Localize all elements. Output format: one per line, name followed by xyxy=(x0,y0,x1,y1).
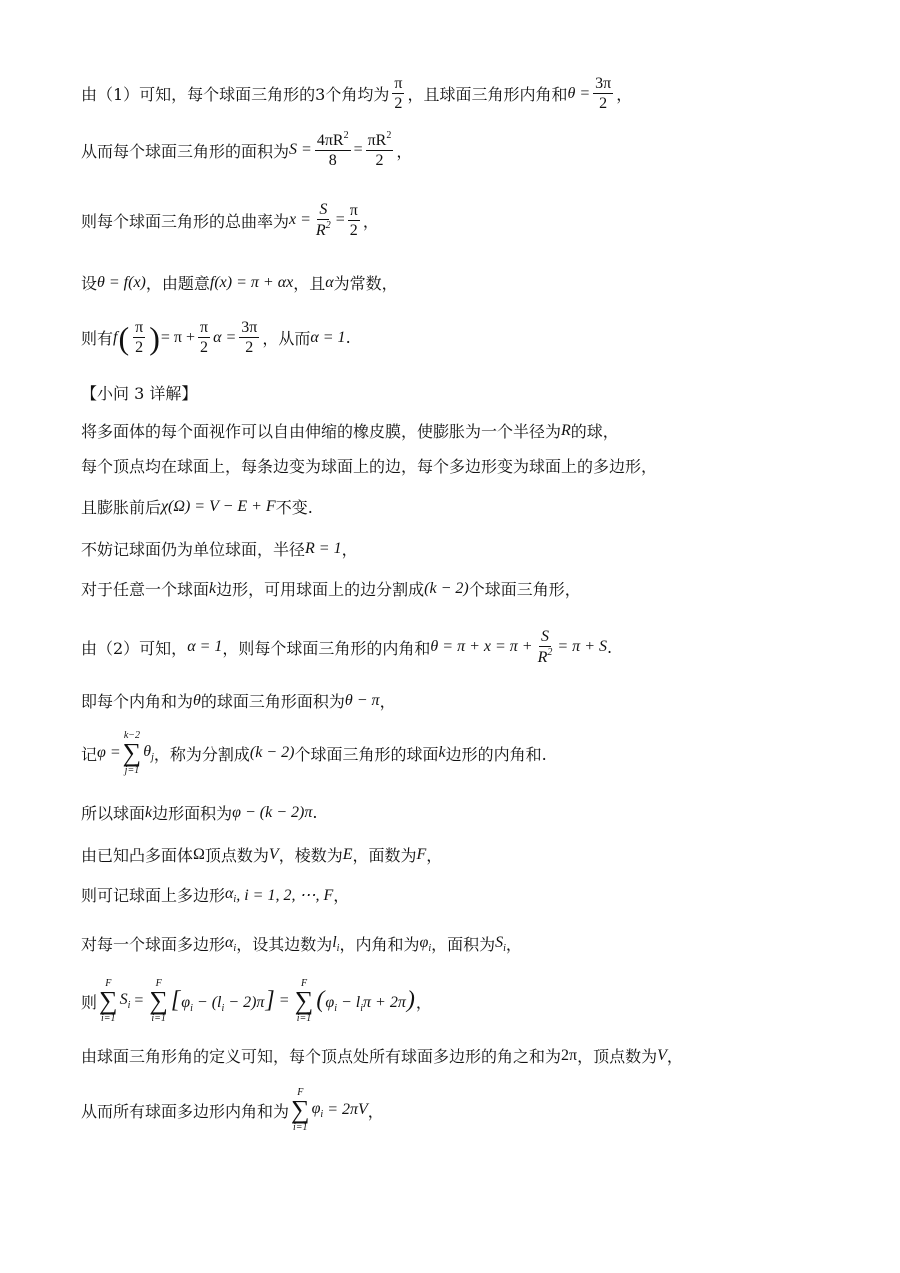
formula: = xyxy=(279,992,289,1009)
formula: $S_i$ xyxy=(495,933,506,954)
paren: ( xyxy=(118,319,130,356)
formula: α = 1 xyxy=(187,638,223,656)
formula: k xyxy=(438,744,446,761)
formula: θ = f(x) xyxy=(97,273,146,291)
text: ，面数为 xyxy=(352,846,417,865)
text: 记 xyxy=(81,744,98,764)
text: ， xyxy=(666,1047,683,1066)
line-15 xyxy=(81,801,317,824)
formula: E xyxy=(342,845,353,863)
text: 且膨胀前后 xyxy=(81,498,162,517)
text: 将多面体的每个面视作可以自由伸缩的橡皮膜，使膨胀为一个半径为 xyxy=(81,422,562,441)
formula: χ(Ω) = V − E + F xyxy=(161,497,276,515)
fraction: $\frac{\pi}{2}$ xyxy=(394,75,403,113)
text: 每个顶点均在球面上，每条边变为球面上的边，每个多边形变为球面上的多边形， xyxy=(81,457,658,476)
formula: θ = xyxy=(567,84,591,102)
text: 边形，可用球面上的边分割成 xyxy=(216,580,425,599)
line-20 xyxy=(81,1044,683,1067)
text: ，棱数为 xyxy=(278,846,343,865)
formula: k xyxy=(145,803,153,821)
summation: F ∑ i=1 xyxy=(294,978,314,1024)
fraction: $\frac{4\pi R^2}{8}$ xyxy=(316,130,349,170)
formula: θ xyxy=(193,691,201,709)
text: 即每个内角和为 xyxy=(81,692,194,711)
text: ，顶点数为 xyxy=(577,1047,658,1066)
line-3 xyxy=(81,200,379,240)
formula: f xyxy=(113,328,118,346)
formula: f(x) = π + αx xyxy=(209,273,294,291)
formula: $S_i$ xyxy=(119,991,131,1011)
text: 个球面三角形， xyxy=(468,580,581,599)
text: 设 xyxy=(81,274,98,293)
text: ， xyxy=(379,692,396,711)
formula: , i = 1, 2, ⋯, F xyxy=(236,886,334,904)
formula: $l_i$ xyxy=(332,933,340,954)
formula: $\alpha_i$ xyxy=(225,933,237,954)
formula: α xyxy=(325,273,334,291)
line-5 xyxy=(81,318,351,357)
text: 个球面三角形的球面 xyxy=(294,744,439,764)
formula: θ = π + x = π + xyxy=(430,638,533,656)
text: 对于任意一个球面 xyxy=(81,580,210,599)
text: 所以球面 xyxy=(81,804,146,823)
text: . xyxy=(312,803,318,822)
text: ，面积为 xyxy=(431,935,496,954)
formula: $\theta_j$ xyxy=(143,743,154,763)
formula: (k − 2) xyxy=(249,744,295,761)
line-2 xyxy=(81,130,412,170)
text: 不变. xyxy=(275,498,313,517)
formula: Ω xyxy=(193,845,205,863)
fraction: $\frac{S}{R^2}$ xyxy=(537,628,553,667)
text: 从而每个球面三角形的面积为 xyxy=(81,141,290,161)
text: ， xyxy=(505,935,522,954)
text: 为常数， xyxy=(333,274,398,293)
text: ，则每个球面三角形的内角和 xyxy=(222,638,431,658)
line-19 xyxy=(81,978,432,1024)
formula: = π + S xyxy=(557,638,607,656)
formula: $[\varphi_i - (l_i - 2)\pi]$ xyxy=(170,987,275,1014)
line-4 xyxy=(81,271,398,294)
summation: F ∑ i=1 xyxy=(99,978,118,1024)
formula: k xyxy=(209,579,217,597)
line-13 xyxy=(81,689,396,712)
text: 【小问 3 详解】 xyxy=(81,384,198,403)
fraction: $\frac{3\pi}{2}$ xyxy=(595,75,612,113)
fraction: $\frac{3\pi}{2}$ xyxy=(241,319,258,357)
text: ， xyxy=(426,846,443,865)
text: 由已知凸多面体 xyxy=(81,846,194,865)
text: ，由题意 xyxy=(145,274,210,293)
formula: φ = xyxy=(97,744,121,761)
line-9 xyxy=(81,495,313,518)
text: . xyxy=(606,637,613,657)
text: ， xyxy=(616,85,633,105)
text: ，从而 xyxy=(262,329,311,349)
fraction: $\frac{\pi}{2}$ xyxy=(349,201,358,239)
text: 则有 xyxy=(81,329,114,349)
section-heading xyxy=(81,381,197,404)
formula: $\varphi_i$ xyxy=(311,1100,324,1120)
text: ， xyxy=(415,992,432,1012)
text: 顶点数为 xyxy=(204,846,269,865)
summation: F ∑ i=1 xyxy=(149,978,168,1024)
text: ，设其边数为 xyxy=(236,935,333,954)
line-21 xyxy=(81,1087,384,1133)
text: 则每个球面三角形的总曲率为 xyxy=(81,211,290,231)
formula: $(\varphi_i - l_i\pi + 2\pi)$ xyxy=(316,987,415,1014)
formula: (k − 2) xyxy=(424,579,469,597)
text: 从而所有球面多边形内角和为 xyxy=(81,1101,290,1121)
formula: φ − (k − 2)π xyxy=(232,803,313,821)
fraction: $\frac{\pi}{2}$ xyxy=(135,319,144,357)
formula: x = xyxy=(289,211,311,229)
text: 则可记球面上多边形 xyxy=(81,886,226,905)
line-14 xyxy=(81,730,547,776)
formula: = xyxy=(353,141,363,159)
text: 边形面积为 xyxy=(152,804,233,823)
formula: $\varphi_i$ xyxy=(419,933,432,954)
formula: V xyxy=(657,1046,667,1064)
paren: ) xyxy=(149,319,160,356)
summation: k−2 ∑ j=1 xyxy=(122,730,142,776)
line-8 xyxy=(81,454,657,477)
line-7 xyxy=(81,419,619,442)
text: 则 xyxy=(81,992,98,1012)
formula: = π + xyxy=(160,328,195,346)
text: 的球， xyxy=(570,422,619,441)
formula: R xyxy=(561,421,571,439)
text: 对每一个球面多边形 xyxy=(81,935,226,954)
line-10 xyxy=(81,537,358,560)
formula: 2π xyxy=(561,1046,578,1064)
summation: F ∑ i=1 xyxy=(291,1087,310,1133)
text: ， xyxy=(362,211,379,231)
text: ，且球面三角形内角和 xyxy=(407,85,568,105)
text: 由（2）可知， xyxy=(81,638,188,658)
formula: α = xyxy=(213,328,237,346)
fraction: $\frac{S}{R^2}$ xyxy=(315,201,331,240)
text: 的球面三角形面积为 xyxy=(200,692,345,711)
line-16 xyxy=(81,843,442,866)
formula: R = 1 xyxy=(305,539,342,557)
fraction: $\frac{\pi R^2}{2}$ xyxy=(367,130,392,170)
formula: = xyxy=(335,211,345,229)
fraction: $\frac{\pi}{2}$ xyxy=(199,319,209,357)
line-11 xyxy=(81,577,581,600)
text: ， xyxy=(367,1101,384,1121)
text: 边形的内角和. xyxy=(445,744,547,764)
formula: $\alpha_i$ xyxy=(225,884,237,905)
text: . xyxy=(345,328,351,348)
formula: θ − π xyxy=(344,691,380,709)
formula: V xyxy=(268,845,279,863)
text: ，内角和为 xyxy=(339,935,420,954)
formula: S = xyxy=(289,141,312,159)
text: 由（1）可知，每个球面三角形的3个角均为 xyxy=(81,85,390,105)
text: ，称为分割成 xyxy=(153,744,250,764)
formula: α = 1 xyxy=(310,328,346,346)
text: ，且 xyxy=(293,274,326,293)
text: 由球面三角形角的定义可知，每个顶点处所有球面多边形的角之和为 xyxy=(81,1047,562,1066)
text: 不妨记球面仍为单位球面，半径 xyxy=(81,540,306,559)
line-1 xyxy=(81,74,632,113)
formula: = xyxy=(134,992,144,1009)
formula: F xyxy=(416,845,427,863)
line-17 xyxy=(81,883,349,906)
text: ， xyxy=(333,886,350,905)
formula: = 2πV xyxy=(327,1101,368,1118)
line-18 xyxy=(81,932,522,955)
line-12 xyxy=(81,627,612,667)
text: ， xyxy=(341,540,358,559)
text: ， xyxy=(396,141,413,161)
